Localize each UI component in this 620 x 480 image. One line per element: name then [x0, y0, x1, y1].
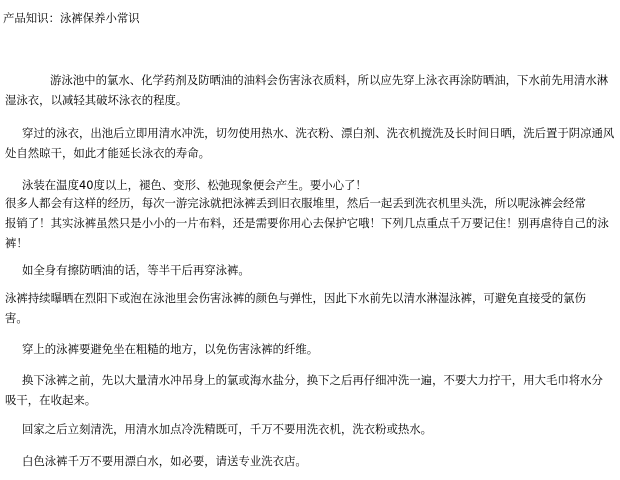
paragraph-line: 报销了！其实泳裤虽然只是小小的一片布料，还是需要你用心去保护它哦！下列几点重点千万要记住！别再虐待自己的泳	[5, 216, 609, 230]
paragraph-line: 如全身有擦防晒油的话，等半干后再穿泳裤。	[22, 263, 250, 277]
page-title: 产品知识：泳裤保养小常识	[3, 11, 140, 25]
paragraph-line: 穿过的泳衣，出池后立即用清水冲洗，切勿使用热水、洗衣粉、漂白剂、洗衣机搅洗及长时间日晒，洗后置于阴凉通风	[22, 126, 615, 140]
paragraph-line: 回家之后立刻清洗，用清水加点冷洗精既可，千万不要用洗衣机，洗衣粉或热水。	[22, 422, 433, 436]
paragraph-line: 很多人都会有这样的经历，每次一游完泳就把泳裤丢到旧衣服堆里，然后一起丢到洗衣机里头洗，所以呢泳裤会经常	[5, 196, 586, 210]
rinse-before-change-tip-paragraph	[5, 370, 617, 410]
paragraph-line: 泳裤持续曝晒在烈阳下或泡在泳池里会伤害泳裤的颜色与弹性，因此下水前先以清水淋湿泳裤，可避免直接受的氯伤	[5, 291, 586, 305]
paragraph-line: 处自然晾干，如此才能延长泳衣的寿命。	[5, 146, 211, 160]
paragraph-line: 湿泳衣，以减轻其破坏泳衣的程度。	[5, 93, 188, 107]
paragraph-line: 害。	[5, 311, 28, 325]
rinse-after-swim-paragraph	[5, 123, 617, 163]
home-wash-tip-paragraph	[5, 419, 617, 439]
rough-surface-tip-paragraph	[5, 339, 617, 359]
paragraph-line: 穿上的泳裤要避免坐在粗糙的地方，以免伤害泳裤的纤维。	[22, 342, 319, 356]
white-suit-tip-paragraph	[5, 451, 617, 471]
paragraph-line: 吸干，在收起来。	[5, 393, 97, 407]
paragraph-line: 白色泳裤千万不要用漂白水，如必要，请送专业洗衣店。	[22, 454, 307, 468]
pre-rinse-tip-paragraph	[5, 288, 617, 328]
paragraph-line: 裤！	[5, 236, 28, 250]
paragraph-line: 换下泳裤之前，先以大量清水冲吊身上的氯或海水盐分，换下之后再仔细冲洗一遍，不要大力拧干，用大毛巾将水分	[22, 373, 603, 387]
intro-paragraph	[5, 70, 617, 110]
paragraph-line: 游泳池中的氯水、化学药剂及防晒油的油料会伤害泳衣质料，所以应先穿上泳衣再涂防晒油，下水前先用清水淋	[50, 73, 609, 87]
laundry-story-paragraph	[5, 193, 617, 253]
paragraph-line: 泳装在温度40度以上，褪色、变形、松弛现象便会产生。要小心了！	[22, 178, 367, 192]
heat-warning-paragraph	[5, 175, 617, 195]
sunscreen-tip-paragraph	[5, 260, 617, 280]
